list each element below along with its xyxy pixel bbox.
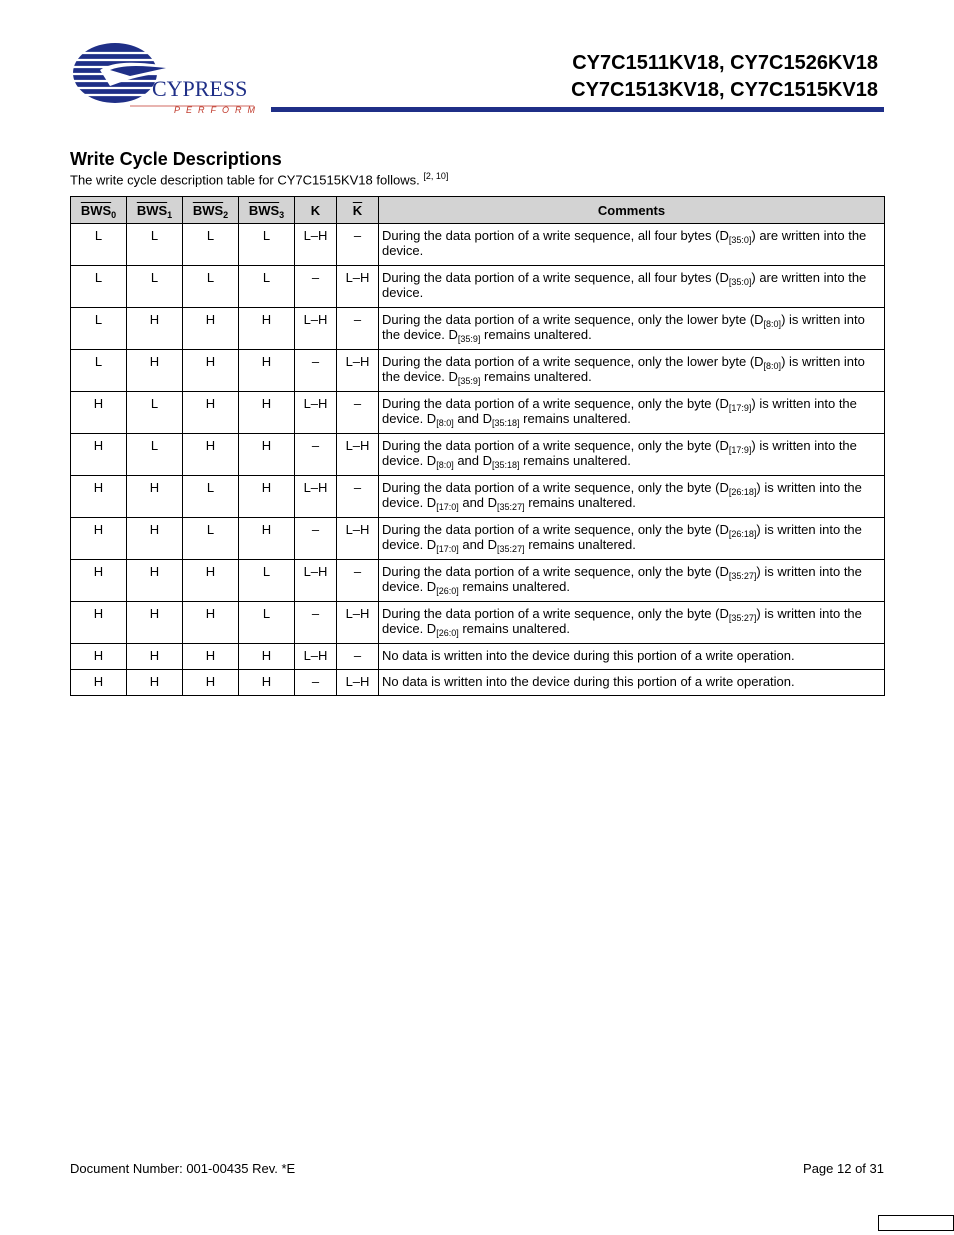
cell-bws3: L bbox=[239, 602, 295, 644]
table-row bbox=[71, 560, 885, 602]
cell-bws3: H bbox=[239, 392, 295, 434]
cell-bws3: H bbox=[239, 308, 295, 350]
cell-kbar: L–H bbox=[337, 434, 379, 476]
cell-kbar: – bbox=[337, 560, 379, 602]
table-header-row bbox=[71, 197, 885, 224]
cell-comments: No data is written into the device during this portion of a write operation. bbox=[379, 670, 885, 696]
cell-kbar: – bbox=[337, 308, 379, 350]
cell-bws3: H bbox=[239, 434, 295, 476]
cell-bws1: H bbox=[127, 560, 183, 602]
table-row bbox=[71, 224, 885, 266]
cell-comments: During the data portion of a write sequence, only the byte $(D_{[26:18]})$ is written into the device. $D_{[17:0]}$ and $D_{[35:27]}$ remains unaltered. bbox=[379, 518, 885, 560]
cell-bws1: H bbox=[127, 602, 183, 644]
table-row bbox=[71, 434, 885, 476]
section-intro bbox=[70, 171, 448, 187]
cell-bws2: L bbox=[183, 266, 239, 308]
cell-comments: During the data portion of a write sequence, only the lower byte $(D_{[8:0]})$ is written into the device. $D_{[35:9]}$ remains unaltered. bbox=[379, 308, 885, 350]
cell-bws1: L bbox=[127, 224, 183, 266]
cell-bws0: H bbox=[71, 476, 127, 518]
cell-kbar: L–H bbox=[337, 350, 379, 392]
cell-bws0: H bbox=[71, 434, 127, 476]
header-rule bbox=[271, 107, 884, 112]
table-body bbox=[71, 224, 885, 696]
title-line-1: CY7C1511KV18, CY7C1526KV18 bbox=[572, 52, 878, 74]
cell-bws1: L bbox=[127, 266, 183, 308]
table-row bbox=[71, 476, 885, 518]
cell-bws3: H bbox=[239, 670, 295, 696]
cell-bws0: H bbox=[71, 602, 127, 644]
cell-bws0: H bbox=[71, 670, 127, 696]
cell-bws0: L bbox=[71, 308, 127, 350]
cell-bws0: H bbox=[71, 518, 127, 560]
cell-bws3: H bbox=[239, 350, 295, 392]
cell-kbar: – bbox=[337, 644, 379, 670]
cypress-logo bbox=[70, 40, 260, 120]
cypress-tagline-text: PERFORM bbox=[174, 105, 261, 115]
cell-comments: During the data portion of a write sequence, only the lower byte $(D_{[8:0]})$ is written into the device. $D_{[35:9]}$ remains unaltered. bbox=[379, 350, 885, 392]
corner-box bbox=[878, 1215, 954, 1231]
header-bws0: $\overline{BWS}_0$ bbox=[71, 197, 127, 224]
title-line-2: CY7C1513KV18, CY7C1515KV18 bbox=[571, 79, 878, 101]
cell-bws3: L bbox=[239, 266, 295, 308]
intro-footnote-refs: [2, 10] bbox=[423, 171, 449, 181]
cell-bws1: L bbox=[127, 392, 183, 434]
section-title: Write Cycle Descriptions bbox=[70, 149, 282, 169]
footer-page-number: Page 12 of 31 bbox=[803, 1161, 884, 1176]
cell-comments: During the data portion of a write sequence, only the byte $(D_{[26:18]})$ is written into the device. $D_{[17:0]}$ and $D_{[35:27]}$ remains unaltered. bbox=[379, 476, 885, 518]
cell-bws0: H bbox=[71, 560, 127, 602]
table-row bbox=[71, 308, 885, 350]
cell-bws3: H bbox=[239, 644, 295, 670]
cell-bws2: L bbox=[183, 476, 239, 518]
cell-bws0: H bbox=[71, 392, 127, 434]
cell-bws2: H bbox=[183, 560, 239, 602]
table-row bbox=[71, 266, 885, 308]
cell-bws1: H bbox=[127, 644, 183, 670]
cell-k: L–H bbox=[295, 392, 337, 434]
cell-comments: During the data portion of a write sequence, only the byte $(D_{[17:9]})$ is written into the device. $D_{[8:0]}$ and $D_{[35:18]}$ remains unaltered. bbox=[379, 434, 885, 476]
cell-k: L–H bbox=[295, 560, 337, 602]
cell-bws2: H bbox=[183, 308, 239, 350]
header-comments: Comments bbox=[379, 197, 885, 224]
cell-bws1: H bbox=[127, 518, 183, 560]
cell-k: L–H bbox=[295, 476, 337, 518]
header-bws1: $\overline{BWS}_1$ bbox=[127, 197, 183, 224]
intro-text: The write cycle description table for CY7C1515KV18 follows. bbox=[70, 172, 420, 188]
cell-bws0: H bbox=[71, 644, 127, 670]
cell-bws2: H bbox=[183, 392, 239, 434]
cell-bws2: H bbox=[183, 602, 239, 644]
header-bws2: $\overline{BWS}_2$ bbox=[183, 197, 239, 224]
cell-comments: During the data portion of a write sequence, only the byte $(D_{[35:27]})$ is written into the device. $D_{[26:0]}$ remains unaltered. bbox=[379, 560, 885, 602]
cell-bws0: L bbox=[71, 350, 127, 392]
cell-kbar: L–H bbox=[337, 266, 379, 308]
table-row bbox=[71, 392, 885, 434]
header-kbar: $\overline{K}$ bbox=[337, 197, 379, 224]
cell-kbar: L–H bbox=[337, 602, 379, 644]
cell-k: – bbox=[295, 266, 337, 308]
cell-bws3: L bbox=[239, 560, 295, 602]
cell-k: L–H bbox=[295, 224, 337, 266]
cell-bws3: L bbox=[239, 224, 295, 266]
cell-comments: During the data portion of a write sequence, all four bytes $(D_{[35:0]})$ are written into the device. bbox=[379, 266, 885, 308]
cell-bws2: L bbox=[183, 518, 239, 560]
cell-kbar: L–H bbox=[337, 670, 379, 696]
cell-comments: During the data portion of a write sequence, all four bytes $(D_{[35:0]})$ are written into the device. bbox=[379, 224, 885, 266]
cypress-brand-text: CYPRESS bbox=[152, 76, 248, 101]
cell-kbar: L–H bbox=[337, 518, 379, 560]
cell-bws3: H bbox=[239, 518, 295, 560]
cell-bws1: L bbox=[127, 434, 183, 476]
cell-bws1: H bbox=[127, 476, 183, 518]
cell-k: L–H bbox=[295, 644, 337, 670]
document-title bbox=[571, 50, 878, 104]
cell-k: L–H bbox=[295, 308, 337, 350]
cell-k: – bbox=[295, 602, 337, 644]
cell-k: – bbox=[295, 518, 337, 560]
cell-comments: No data is written into the device during this portion of a write operation. bbox=[379, 644, 885, 670]
cell-bws1: H bbox=[127, 350, 183, 392]
table-row bbox=[71, 518, 885, 560]
cell-bws1: H bbox=[127, 670, 183, 696]
footer-document-number: Document Number: 001-00435 Rev. *E bbox=[70, 1161, 296, 1176]
cell-bws2: H bbox=[183, 644, 239, 670]
cell-kbar: – bbox=[337, 224, 379, 266]
cell-bws2: H bbox=[183, 350, 239, 392]
table-row bbox=[71, 350, 885, 392]
header-bws3: $\overline{BWS}_3$ bbox=[239, 197, 295, 224]
cell-bws2: H bbox=[183, 434, 239, 476]
cell-bws2: L bbox=[183, 224, 239, 266]
table-row bbox=[71, 670, 885, 696]
cell-k: – bbox=[295, 670, 337, 696]
cell-kbar: – bbox=[337, 476, 379, 518]
cell-bws2: H bbox=[183, 670, 239, 696]
header-k: K bbox=[295, 197, 337, 224]
cell-bws1: H bbox=[127, 308, 183, 350]
table-row bbox=[71, 602, 885, 644]
table-row bbox=[71, 644, 885, 670]
cell-k: – bbox=[295, 434, 337, 476]
cell-kbar: – bbox=[337, 392, 379, 434]
cell-bws0: L bbox=[71, 224, 127, 266]
cell-comments: During the data portion of a write sequence, only the byte $(D_{[17:9]})$ is written into the device. $D_{[8:0]}$ and $D_{[35:18]}$ remains unaltered. bbox=[379, 392, 885, 434]
cell-bws3: H bbox=[239, 476, 295, 518]
cell-bws0: L bbox=[71, 266, 127, 308]
cell-k: – bbox=[295, 350, 337, 392]
cell-comments: During the data portion of a write sequence, only the byte $(D_{[35:27]})$ is written into the device. $D_{[26:0]}$ remains unaltered. bbox=[379, 602, 885, 644]
write-cycle-table bbox=[70, 196, 885, 696]
